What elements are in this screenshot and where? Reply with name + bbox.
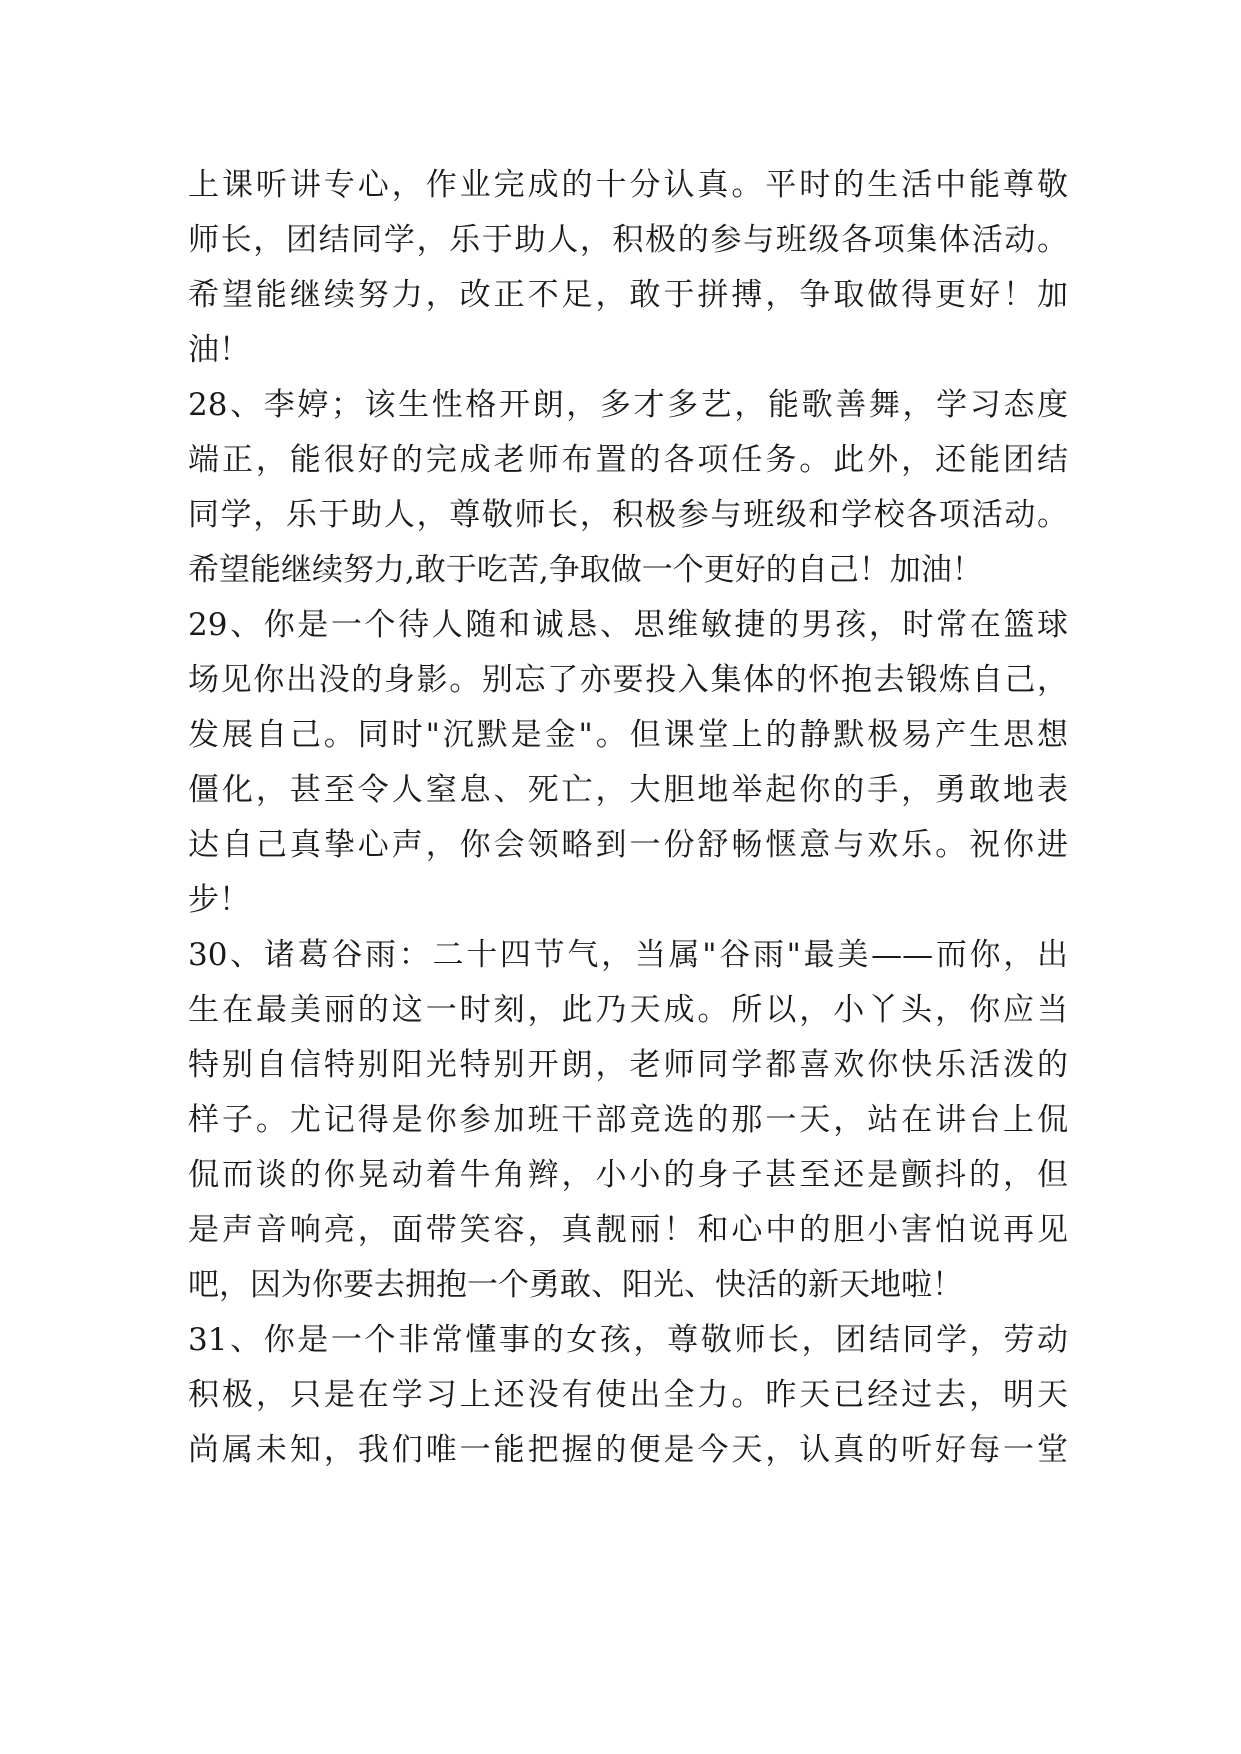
text-line: 样子。尤记得是你参加班干部竞选的那一天，站在讲台上侃 [188,1102,1068,1138]
text-line: 上课听讲专心，作业完成的十分认真。平时的生活中能尊敬 [188,167,1068,203]
body-text [188,158,1068,1478]
text-line: 端正，能很好的完成老师布置的各项任务。此外，还能团结 [188,442,1068,478]
text-line: 油！ [188,332,250,368]
text-line: 积极，只是在学习上还没有使出全力。昨天已经过去，明天 [188,1377,1068,1413]
text-line: 31、你是一个非常懂事的女孩，尊敬师长，团结同学，劳动 [188,1322,1068,1358]
text-line: 同学，乐于助人，尊敬师长，积极参与班级和学校各项活动。 [188,497,1068,533]
text-line: 僵化，甚至令人窒息、死亡，大胆地举起你的手，勇敢地表 [188,772,1068,808]
text-line: 师长，团结同学，乐于助人，积极的参与班级各项集体活动。 [188,222,1068,258]
text-line: 达自己真挚心声，你会领略到一份舒畅惬意与欢乐。祝你进 [188,827,1068,863]
text-line: 特别自信特别阳光特别开朗，老师同学都喜欢你快乐活泼的 [188,1047,1068,1083]
text-line: 尚属未知，我们唯一能把握的便是今天，认真的听好每一堂 [188,1432,1068,1468]
text-line: 吧，因为你要去拥抱一个勇敢、阳光、快活的新天地啦！ [188,1267,963,1303]
text-line: 29、你是一个待人随和诚恳、思维敏捷的男孩，时常在篮球 [188,607,1068,643]
text-line: 生在最美丽的这一时刻，此乃天成。所以，小丫头，你应当 [188,992,1068,1028]
text-line: 希望能继续努力,敢于吃苦,争取做一个更好的自己！加油！ [188,552,983,588]
text-line: 侃而谈的你晃动着牛角辫，小小的身子甚至还是颤抖的，但 [188,1157,1068,1193]
text-line: 场见你出没的身影。别忘了亦要投入集体的怀抱去锻炼自己， [188,662,1068,698]
text-line: 发展自己。同时"沉默是金"。但课堂上的静默极易产生思想 [188,717,1068,753]
text-line: 30、诸葛谷雨：二十四节气，当属"谷雨"最美——而你，出 [188,937,1068,973]
text-line: 28、李婷；该生性格开朗，多才多艺，能歌善舞，学习态度 [188,387,1068,423]
text-line: 希望能继续努力，改正不足，敢于拼搏，争取做得更好！加 [188,277,1068,313]
text-line: 是声音响亮，面带笑容，真靓丽！和心中的胆小害怕说再见 [188,1212,1068,1248]
text-line: 步！ [188,882,250,918]
